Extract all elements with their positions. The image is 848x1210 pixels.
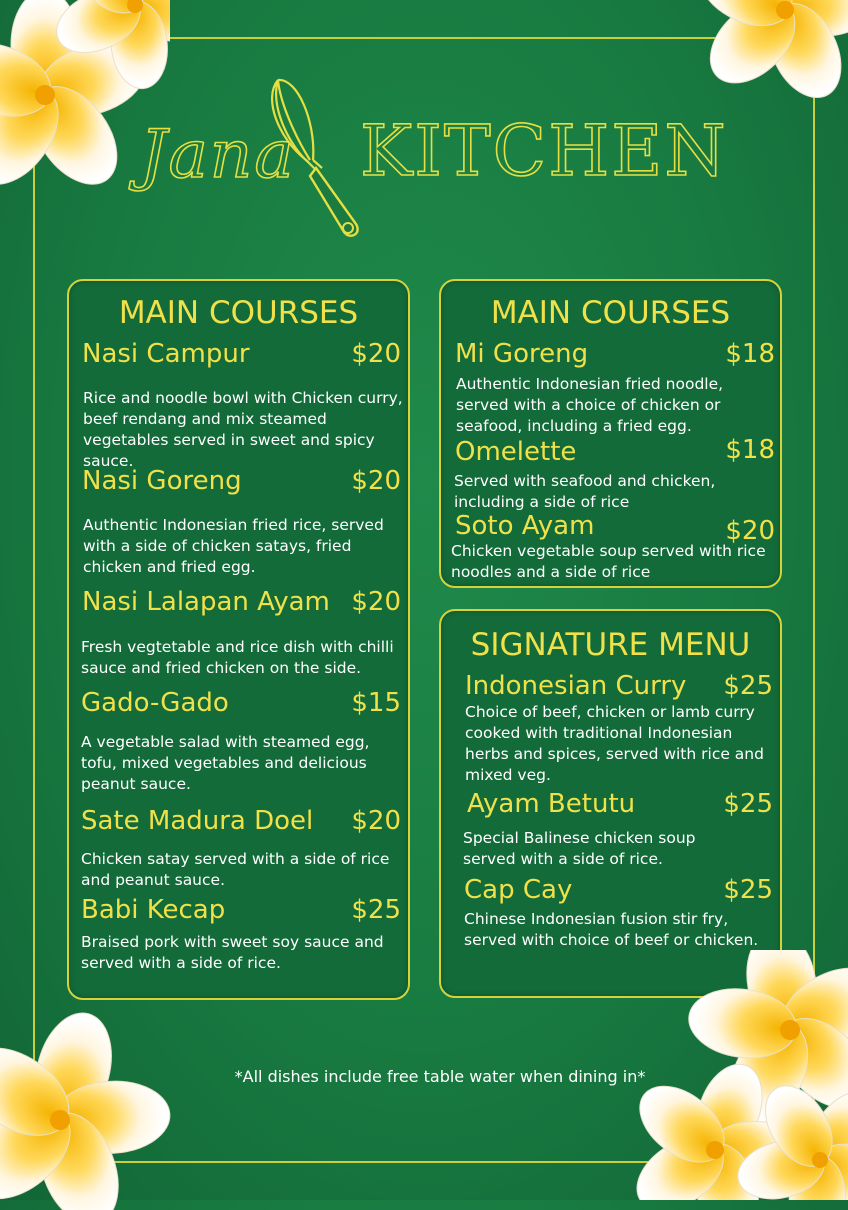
- flower-icon: [0, 1010, 200, 1210]
- menu-item-price: $25: [723, 875, 773, 905]
- left-main-courses-panel: [67, 279, 410, 1000]
- menu-item-description: Fresh vegtetable and rice dish with chilli sauce and fried chicken on the side.: [81, 638, 394, 677]
- menu-item-price: $15: [351, 688, 401, 718]
- menu-item-price: $25: [351, 895, 401, 925]
- menu-item-name: Mi Goreng: [455, 339, 589, 369]
- menu-item-name: Sate Madura Doel: [81, 806, 314, 836]
- menu-item-description: Authentic Indonesian fried rice, served with a side of chicken satays, fried chicken and fried egg.: [83, 516, 384, 576]
- menu-item-description: A vegetable salad with steamed egg, tofu, mixed vegetables and delicious peanut sauce.: [81, 733, 370, 793]
- menu-item-name: Nasi Goreng: [82, 466, 242, 496]
- menu-item-description: Braised pork with sweet soy sauce and served with a side of rice.: [81, 933, 384, 972]
- menu-item-price: $25: [723, 789, 773, 819]
- brand-logo: [140, 68, 728, 243]
- right-main-courses-panel: [439, 279, 782, 588]
- menu-item-description: Served with seafood and chicken, including a side of rice: [454, 472, 716, 511]
- flower-icon: [0, 0, 170, 210]
- flower-icon: [630, 950, 848, 1200]
- brand-name-kitchen: KITCHEN: [360, 110, 728, 192]
- menu-item-name: Cap Cay: [464, 875, 573, 905]
- menu-item-description: Chinese Indonesian fusion stir fry, served with choice of beef or chicken.: [464, 910, 759, 949]
- menu-item-description: Authentic Indonesian fried noodle, served with a choice of chicken or seafood, including a fried egg.: [456, 375, 724, 435]
- menu-item-name: Ayam Betutu: [467, 789, 636, 819]
- panel-title: SIGNATURE MENU: [470, 627, 751, 663]
- menu-item-description: Choice of beef, chicken or lamb curry cooked with traditional Indonesian herbs and spices, served with rice and mixed veg.: [465, 703, 764, 784]
- whisk-icon: [258, 68, 368, 243]
- menu-item-price: $18: [725, 339, 775, 369]
- menu-item-name: Nasi Lalapan Ayam: [82, 587, 330, 617]
- menu-item-name: Nasi Campur: [82, 339, 250, 369]
- menu-item-name: Gado-Gado: [81, 688, 229, 718]
- signature-menu-panel: [439, 609, 782, 998]
- menu-item-name: Indonesian Curry: [465, 671, 687, 701]
- panel-title: MAIN COURSES: [118, 295, 359, 331]
- flower-icon: [690, 0, 848, 130]
- menu-item-price: $18: [725, 435, 775, 465]
- menu-item-price: $20: [351, 339, 401, 369]
- menu-item-price: $20: [725, 516, 775, 546]
- menu-item-price: $20: [351, 806, 401, 836]
- menu-item-name: Babi Kecap: [81, 895, 226, 925]
- menu-item-price: $20: [351, 466, 401, 496]
- panel-title: MAIN COURSES: [490, 295, 731, 331]
- menu-item-price: $25: [723, 671, 773, 701]
- menu-item-description: Chicken satay served with a side of rice and peanut sauce.: [81, 850, 390, 889]
- menu-item-description: Special Balinese chicken soup served with a side of rice.: [463, 829, 696, 868]
- brand-name-jana: Jana: [140, 116, 296, 193]
- menu-item-price: $20: [351, 587, 401, 617]
- menu-item-description: Rice and noodle bowl with Chicken curry, beef rendang and mix steamed vegetables served in sweet and spicy sauce.: [83, 389, 403, 470]
- footnote: *All dishes include free table water when dining in*: [234, 1067, 646, 1086]
- menu-item-name: Omelette: [455, 437, 577, 467]
- menu-item-name: Soto Ayam: [455, 511, 595, 541]
- menu-item-description: Chicken vegetable soup served with rice noodles and a side of rice: [451, 542, 766, 581]
